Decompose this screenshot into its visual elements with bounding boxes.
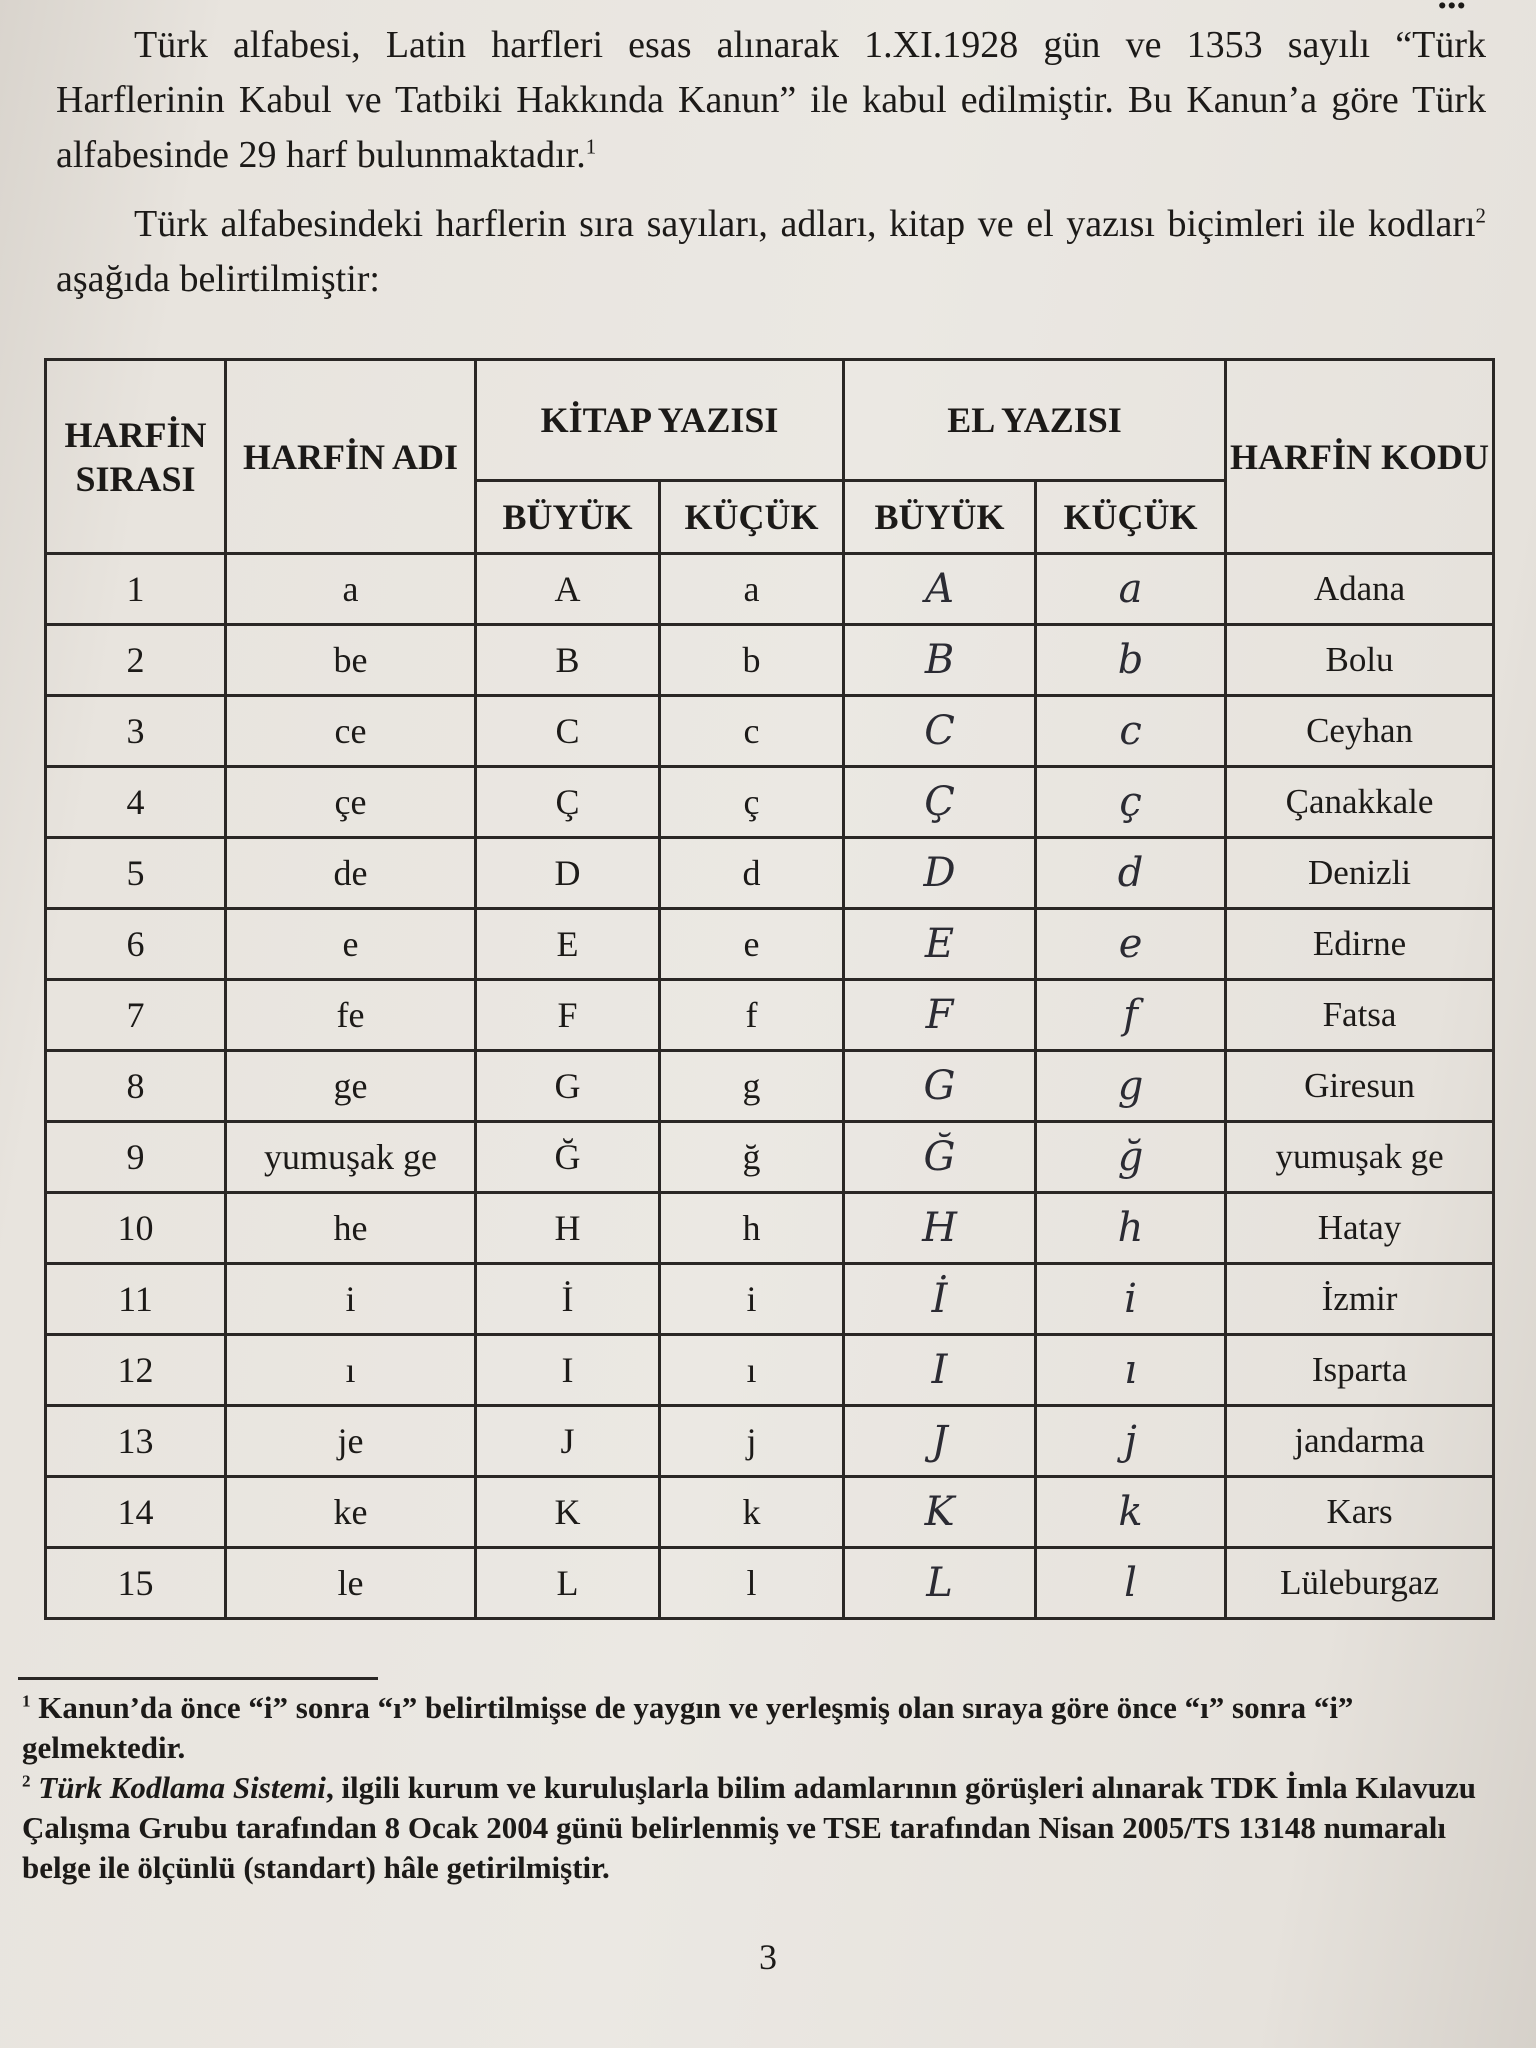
footnote-1-mark: 1 [22, 1691, 31, 1711]
print-uppercase: B [476, 625, 660, 696]
letter-code: Adana [1226, 554, 1494, 625]
header-kitap-yazisi: KİTAP YAZISI [476, 360, 844, 481]
table-row [46, 1548, 1494, 1619]
letter-name: be [226, 625, 476, 696]
print-uppercase: C [476, 696, 660, 767]
handwritten-lowercase: h [1036, 1193, 1226, 1264]
table-row [46, 980, 1494, 1051]
handwritten-lowercase: ç [1036, 767, 1226, 838]
letter-code: Ceyhan [1226, 696, 1494, 767]
handwritten-uppercase: Ç [844, 767, 1036, 838]
cut-off-text-fragment [1438, 0, 1467, 18]
letter-code: Bolu [1226, 625, 1494, 696]
letter-name: a [226, 554, 476, 625]
letter-name: ge [226, 1051, 476, 1122]
print-uppercase: Ç [476, 767, 660, 838]
handwritten-uppercase: C [844, 696, 1036, 767]
row-number: 4 [46, 767, 226, 838]
handwritten-lowercase: k [1036, 1477, 1226, 1548]
letter-code: yumuşak ge [1226, 1122, 1494, 1193]
print-lowercase: l [660, 1548, 844, 1619]
print-uppercase: Ğ [476, 1122, 660, 1193]
paragraph-1-text: Türk alfabesi, Latin harfleri esas alınarak 1.XI.1928 gün ve 1353 sayılı “Türk Harflerinin Kabul ve Tatbiki Hakkında Kanun” ile kabul edilmiştir. Bu Kanun’a göre Türk alfabesinde 29 harf bulunmaktadır. [56, 24, 1486, 176]
row-number: 6 [46, 909, 226, 980]
paragraph-2-end: aşağıda belirtilmiştir: [56, 258, 380, 300]
footnote-divider [18, 1677, 378, 1680]
letter-name: ı [226, 1335, 476, 1406]
row-number: 8 [46, 1051, 226, 1122]
row-number: 11 [46, 1264, 226, 1335]
letter-name: je [226, 1406, 476, 1477]
table-row [46, 625, 1494, 696]
header-harfin-adi: HARFİN ADI [226, 360, 476, 554]
row-number: 9 [46, 1122, 226, 1193]
letter-name: çe [226, 767, 476, 838]
letter-code: Hatay [1226, 1193, 1494, 1264]
print-uppercase: K [476, 1477, 660, 1548]
letter-name: ce [226, 696, 476, 767]
print-uppercase: İ [476, 1264, 660, 1335]
header-el-kucuk: KÜÇÜK [1036, 481, 1226, 554]
table-row [46, 838, 1494, 909]
letter-code: Giresun [1226, 1051, 1494, 1122]
row-number: 13 [46, 1406, 226, 1477]
footnotes [22, 1688, 1492, 1888]
letter-code: Isparta [1226, 1335, 1494, 1406]
print-uppercase: I [476, 1335, 660, 1406]
letter-code: Çanakkale [1226, 767, 1494, 838]
handwritten-lowercase: a [1036, 554, 1226, 625]
row-number: 14 [46, 1477, 226, 1548]
print-uppercase: E [476, 909, 660, 980]
print-uppercase: D [476, 838, 660, 909]
letter-name: le [226, 1548, 476, 1619]
print-lowercase: a [660, 554, 844, 625]
footnote-ref-1: 1 [585, 134, 597, 159]
page-number: 3 [759, 1937, 777, 1977]
handwritten-lowercase: f [1036, 980, 1226, 1051]
footnote-2-text: , ilgili kurum ve kuruluşlarla bilim adamlarının görüşleri alınarak TDK İmla Kılavuzu Çalışma Grubu tarafından 8 Ocak 2004 günü belirlenmiş ve TSE tarafından Nisan 2005/TS 13148 numaralı belge ile ölçünlü (standart) hâle getirilmiştir. [22, 1770, 1476, 1885]
letter-code: İzmir [1226, 1264, 1494, 1335]
handwritten-lowercase: i [1036, 1264, 1226, 1335]
row-number: 5 [46, 838, 226, 909]
handwritten-lowercase: b [1036, 625, 1226, 696]
handwritten-lowercase: l [1036, 1548, 1226, 1619]
handwritten-uppercase: G [844, 1051, 1036, 1122]
table-row [46, 1264, 1494, 1335]
header-harfin-sirasi: HARFİN SIRASI [46, 360, 226, 554]
letter-code: Lüleburgaz [1226, 1548, 1494, 1619]
table-row [46, 554, 1494, 625]
handwritten-uppercase: I [844, 1335, 1036, 1406]
footnote-2-mark: 2 [22, 1771, 31, 1791]
print-uppercase: H [476, 1193, 660, 1264]
footnote-2-title: Türk Kodlama Sistemi [38, 1770, 326, 1805]
print-lowercase: c [660, 696, 844, 767]
handwritten-uppercase: A [844, 554, 1036, 625]
header-harfin-kodu: HARFİN KODU [1226, 360, 1494, 554]
handwritten-uppercase: D [844, 838, 1036, 909]
turkish-alphabet-table [44, 358, 1495, 1620]
letter-name: i [226, 1264, 476, 1335]
letter-code: jandarma [1226, 1406, 1494, 1477]
letter-name: yumuşak ge [226, 1122, 476, 1193]
handwritten-lowercase: d [1036, 838, 1226, 909]
handwritten-uppercase: J [844, 1406, 1036, 1477]
print-lowercase: e [660, 909, 844, 980]
letter-name: fe [226, 980, 476, 1051]
row-number: 12 [46, 1335, 226, 1406]
handwritten-uppercase: L [844, 1548, 1036, 1619]
handwritten-uppercase: H [844, 1193, 1036, 1264]
table-row [46, 1477, 1494, 1548]
table-row [46, 1406, 1494, 1477]
print-lowercase: h [660, 1193, 844, 1264]
table-row [46, 1193, 1494, 1264]
handwritten-lowercase: ğ [1036, 1122, 1226, 1193]
handwritten-uppercase: İ [844, 1264, 1036, 1335]
handwritten-lowercase: c [1036, 696, 1226, 767]
row-number: 3 [46, 696, 226, 767]
table-row [46, 696, 1494, 767]
print-lowercase: b [660, 625, 844, 696]
paragraph-2-text: Türk alfabesindeki harflerin sıra sayıları, adları, kitap ve el yazısı biçimleri ile kodları [134, 203, 1476, 245]
row-number: 1 [46, 554, 226, 625]
handwritten-uppercase: Ğ [844, 1122, 1036, 1193]
letter-name: e [226, 909, 476, 980]
header-kitap-kucuk: KÜÇÜK [660, 481, 844, 554]
table-row [46, 767, 1494, 838]
letter-code: Denizli [1226, 838, 1494, 909]
footnote-ref-2: 2 [1475, 203, 1486, 228]
row-number: 15 [46, 1548, 226, 1619]
intro-paragraph [56, 18, 1486, 307]
handwritten-lowercase: g [1036, 1051, 1226, 1122]
handwritten-lowercase: j [1036, 1406, 1226, 1477]
print-lowercase: f [660, 980, 844, 1051]
letter-code: Edirne [1226, 909, 1494, 980]
footnote-1 [22, 1688, 1492, 1768]
handwritten-uppercase: B [844, 625, 1036, 696]
letter-name: de [226, 838, 476, 909]
header-el-buyuk: BÜYÜK [844, 481, 1036, 554]
print-lowercase: i [660, 1264, 844, 1335]
letter-code: Fatsa [1226, 980, 1494, 1051]
header-el-yazisi: EL YAZISI [844, 360, 1226, 481]
print-lowercase: ğ [660, 1122, 844, 1193]
table-row [46, 1122, 1494, 1193]
footnote-2 [22, 1768, 1492, 1888]
row-number: 10 [46, 1193, 226, 1264]
print-lowercase: g [660, 1051, 844, 1122]
print-lowercase: ı [660, 1335, 844, 1406]
print-lowercase: d [660, 838, 844, 909]
print-uppercase: J [476, 1406, 660, 1477]
letter-name: he [226, 1193, 476, 1264]
table-row [46, 909, 1494, 980]
handwritten-uppercase: E [844, 909, 1036, 980]
letter-name: ke [226, 1477, 476, 1548]
handwritten-uppercase: K [844, 1477, 1036, 1548]
print-lowercase: ç [660, 767, 844, 838]
table-row [46, 1335, 1494, 1406]
print-uppercase: F [476, 980, 660, 1051]
row-number: 2 [46, 625, 226, 696]
row-number: 7 [46, 980, 226, 1051]
print-lowercase: k [660, 1477, 844, 1548]
footnote-1-text: Kanun’da önce “i” sonra “ı” belirtilmişse de yaygın ve yerleşmiş olan sıraya göre önce “ı” sonra “i” gelmektedir. [22, 1690, 1354, 1765]
print-lowercase: j [660, 1406, 844, 1477]
letter-code: Kars [1226, 1477, 1494, 1548]
print-uppercase: L [476, 1548, 660, 1619]
print-uppercase: G [476, 1051, 660, 1122]
handwritten-lowercase: ı [1036, 1335, 1226, 1406]
print-uppercase: A [476, 554, 660, 625]
handwritten-uppercase: F [844, 980, 1036, 1051]
handwritten-lowercase: e [1036, 909, 1226, 980]
alphabet-table-body [46, 554, 1494, 1619]
header-kitap-buyuk: BÜYÜK [476, 481, 660, 554]
table-row [46, 1051, 1494, 1122]
